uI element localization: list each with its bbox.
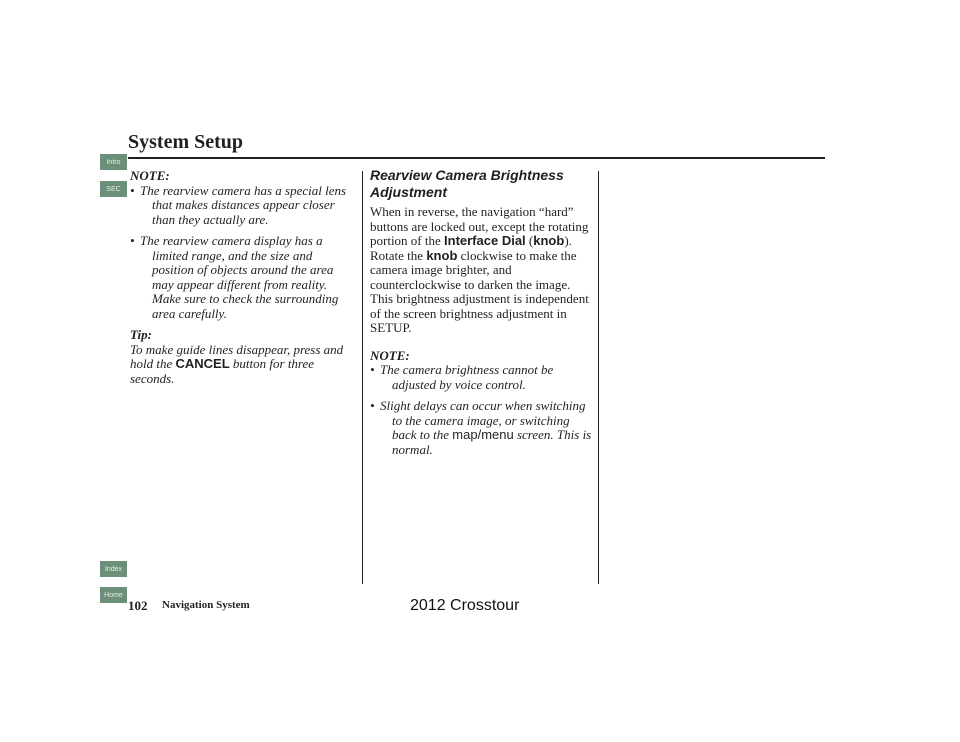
list-item: • Slight delays can occur when switching to the camera image, or switching back to the map/menu screen. This is normal. [370,398,592,457]
bullet-icon: • [370,398,375,413]
bullet-icon: • [130,233,135,248]
right-column [370,167,592,464]
body-paragraph: When in reverse, the navigation “hard” buttons are locked out, except the rotating portion of the Interface Dial (knob). Rotate the knob clockwise to make the camera image brighter, and counterclockwise to darken the image. This brightness adjustment is independent of the screen brightness adjustment in SETUP. [370,204,589,335]
index-button[interactable]: Index [100,561,127,577]
page-title: System Setup [128,131,244,153]
note-label: NOTE: [130,168,170,183]
note-label: NOTE: [370,347,410,363]
list-item: • The rearview camera has a special lens that makes distances appear closer than they actually are. [130,182,347,227]
note-list [370,363,592,457]
section-heading: Rearview Camera Brightness Adjustment [370,167,564,200]
tip-text: To make guide lines disappear, press and hold the CANCEL button for three seconds. [130,341,344,386]
knob-ref: knob [533,233,565,248]
column-divider [362,171,363,584]
knob-ref: knob [426,247,458,263]
footer-title: Navigation System [162,599,250,611]
title-rule [128,157,825,159]
cancel-button-ref: CANCEL [175,356,230,371]
intro-button[interactable]: Intro [100,154,127,170]
watermark: 2012 Crosstour [410,597,520,614]
left-column [130,169,352,386]
bullet-icon: • [130,182,135,198]
tip-label: Tip: [130,327,152,342]
list-item: • The camera brightness cannot be adjusted by voice control. [370,362,554,392]
list-item: • The rearview camera display has a limited range, and the size and position of objects around the area may appear different from reality. Make sure to check the surrounding area carefully. [130,233,339,321]
bullet-icon: • [370,362,375,377]
sec-button[interactable]: SEC [100,181,127,197]
map-menu-ref: map/menu [452,427,514,442]
note-list [130,184,352,322]
page-number: 102 [128,598,148,613]
home-button[interactable]: Home [100,587,127,603]
interface-dial-ref: Interface Dial [444,233,526,248]
column-divider [598,171,599,584]
